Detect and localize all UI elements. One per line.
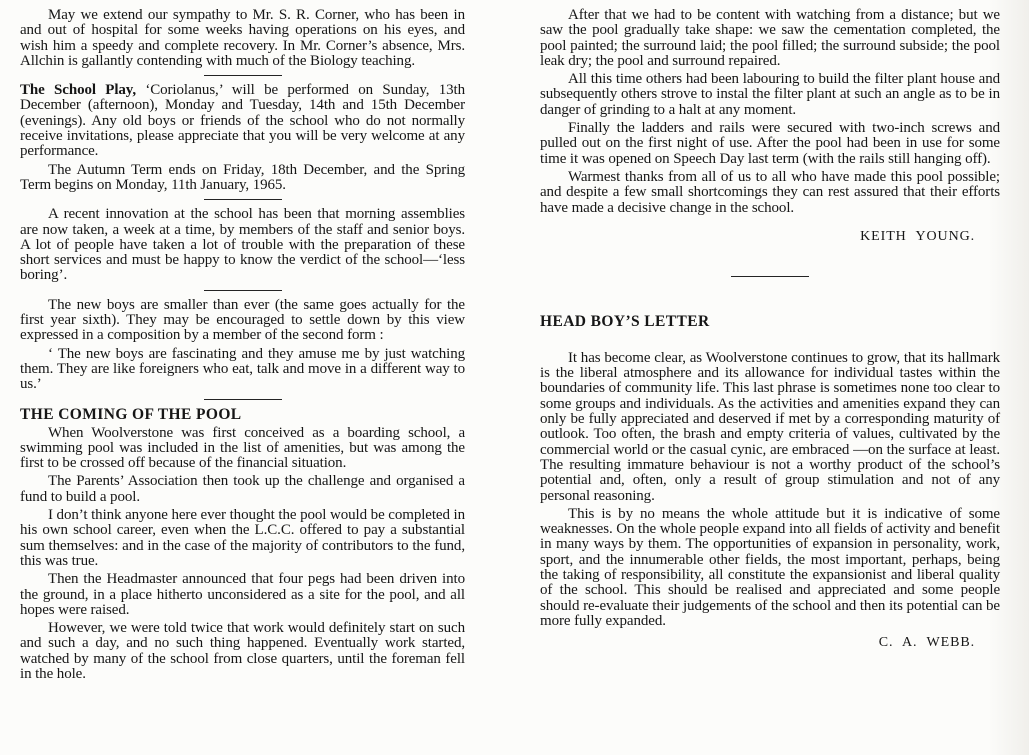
paragraph-head-boy-1: It has become clear, as Woolverstone continues to grow, that its hallmark is the liberal atmosphere and its allowance for individual tastes within the boundaries of community life. This last phrase is sometimes none too clear to some groups and individuals. As the activities and amenities expand they can only be fully appreciated and deserved if met by a corresponding maturity of outlook. Too often, the brash and empty criteria of values, cultivated by the commercial world or the casual cynic, are embraced —on the surface at least. The resulting immature behaviour is not a worthy product of the school’s potential and, often, only a result of group stimulation and not of any personal reasoning. xyxy=(540,349,1000,504)
school-play-bold-lead: The School Play, xyxy=(20,82,137,99)
paragraph-pool-1: When Woolverstone was first conceived as a boarding school, a swimming pool was included in the list of amenities, but was among the first to be crossed off because of the financial situation. xyxy=(20,424,465,472)
paragraph-sympathy: May we extend our sympathy to Mr. S. R. Corner, who has been in and out of hospital for some weeks having operations on his eyes, and wish him a speedy and complete recovery. In Mr. Corner’s absence, Mrs. Allchin is gallantly contending with much of the Biology teaching. xyxy=(20,7,465,69)
paragraph-pool-5: However, we were told twice that work would definitely start on such and such a day, and no such thing happened. Eventually work started, watched by many of the school from close quarters, until the foreman fell in the hole. xyxy=(20,620,465,682)
section-divider xyxy=(731,276,809,277)
paragraph-assemblies: A recent innovation at the school has been that morning assemblies are now taken, a week at a time, by members of the staff and senior boys. A lot of people have taken a lot of trouble with the preparation of these short services and must be happy to know the verdict of the school—‘less boring’. xyxy=(20,206,465,284)
right-column xyxy=(540,8,1000,755)
section-divider xyxy=(204,75,282,76)
paragraph-new-boys: The new boys are smaller than ever (the same goes actually for the first year sixth). They may be encouraged to settle down by this view expressed in a composition by a member of the second form : xyxy=(20,296,465,344)
section-divider xyxy=(204,399,282,400)
section-divider xyxy=(204,199,282,200)
paragraph-pool-3: I don’t think anyone here ever thought the pool would be completed in his own school career, even when the L.C.C. offered to pay a substantial sum themselves: and in the case of the majority of contributors to the fund, this was true. xyxy=(20,507,465,569)
heading-coming-of-the-pool: THE COMING OF THE POOL xyxy=(20,405,242,423)
paragraph-pool-4: Then the Headmaster announced that four pegs had been driven into the ground, in a place hitherto unconsidered as a site for the pool, and all hopes were raised. xyxy=(20,571,465,618)
signature-c-a-webb: C. A. WEBB. xyxy=(878,635,975,651)
left-column xyxy=(20,8,465,755)
paragraph-pool-2: The Parents’ Association then took up the challenge and organised a fund to build a pool. xyxy=(20,473,465,505)
signature-keith-young: KEITH YOUNG. xyxy=(860,228,975,244)
heading-head-boys-letter: HEAD BOY’S LETTER xyxy=(540,312,710,330)
paragraph-pool-8: Finally the ladders and rails were secured with two-inch screws and pulled out on the first night of use. After the pool had been in use for some time it was opened on Speech Day last term (with the rails still hanging off). xyxy=(540,120,1000,167)
paragraph-pool-6: After that we had to be content with watching from a distance; but we saw the pool gradually take shape: we saw the cementation completed, the pool painted; the surround laid; the pool filled; the surround subside; the pool leak dry; the pool and surround repaired. xyxy=(540,7,1000,69)
school-play-body: ‘Coriolanus,’ will be performed on Sunday, 13th December (afternoon), Monday and Tuesday, 14th and 15th December (evenings). Any old boys or friends of the school who do not normally receive invitations, please appreciate that you will be very welcome at any performance. xyxy=(20,82,466,160)
paragraph-school-play xyxy=(20,83,465,159)
paragraph-head-boy-2: This is by no means the whole attitude but it is indicative of some weaknesses. On the whole people expand into all fields of activity and benefit in many ways by them. The opportunities of expansion in personality, work, sport, and the innumerable other fields, the most important, perhaps, being the taking of responsibility, all constitute the expansionist and liberal quality of the school. This should be realised and appreciated and some people should re-evaluate their judgements of the school and then its potential can be more fully expanded. xyxy=(540,505,1000,629)
section-divider xyxy=(204,290,282,291)
paragraph-pool-9: Warmest thanks from all of us to all who have made this pool possible; and despite a few small shortcomings they can rest assured that their efforts have made a decisive change in the school. xyxy=(540,168,1000,216)
paragraph-new-boys-quote: ‘ The new boys are fascinating and they amuse me by just watching them. They are like foreigners who eat, talk and move in a different way to us.’ xyxy=(20,345,465,393)
paragraph-pool-7: All this time others had been labouring to build the filter plant house and subsequently others strove to instal the filter plant at such an angle as to be in danger of grinding to a halt at any moment. xyxy=(540,71,1000,118)
paragraph-term-dates: The Autumn Term ends on Friday, 18th December, and the Spring Term begins on Monday, 11th January, 1965. xyxy=(20,161,465,193)
